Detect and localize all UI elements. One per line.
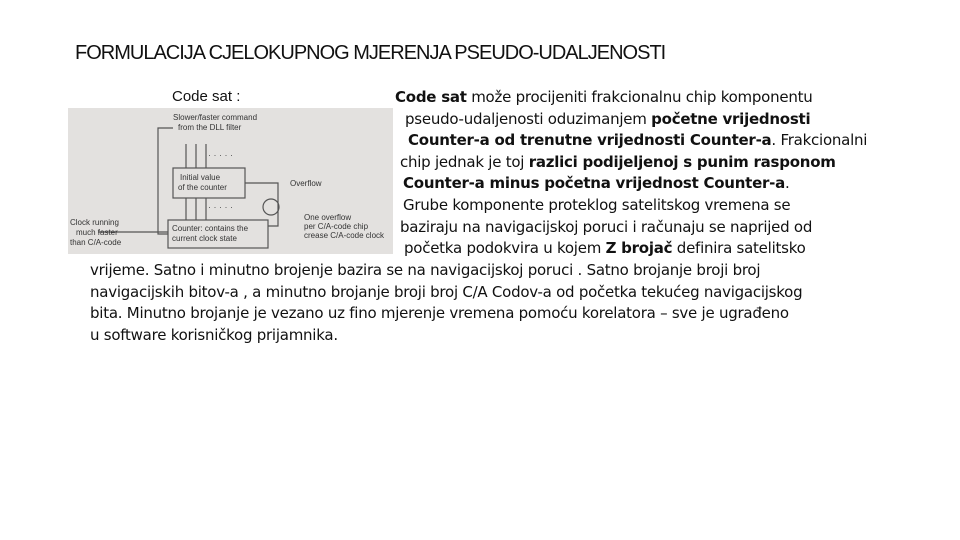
fig-dots-2: · · · · · [208, 202, 233, 212]
fig-label-top: Slower/faster command [173, 113, 258, 122]
counter-diagram [68, 108, 393, 254]
paragraph-line-11: bita. Minutno brojanje je vezano uz fino mjerenje vremena pomoću korelatora – sve je ugrađeno [90, 304, 789, 322]
fig-label-initial-2: of the counter [178, 183, 227, 192]
paragraph-line-10: navigacijskih bitov-a , a minutno brojanje broji broj C/A Codov-a od početka tekućeg navigacijskog [90, 283, 803, 301]
fig-label-counter-2: current clock state [172, 234, 237, 243]
fig-label-one-overflow: One overflow [304, 213, 352, 222]
fig-label-clock: Clock running [70, 218, 119, 227]
paragraph-line-12: u software korisničkog prijamnika. [90, 326, 338, 344]
fig-label-initial: Initial value [180, 173, 221, 182]
fig-label-overflow: Overflow [290, 179, 322, 188]
paragraph-line-2: pseudo-udaljenosti oduzimanjem početne vrijednosti [405, 110, 811, 128]
code-sat-label: Code sat : [172, 88, 241, 105]
fig-dots-1: · · · · · [208, 150, 233, 160]
paragraph-line-9: vrijeme. Satno i minutno brojenje bazira se na navigacijskoj poruci . Satno brojanje broji broj [90, 261, 761, 279]
page-title: FORMULACIJA CJELOKUPNOG MJERENJA PSEUDO-UDALJENOSTI [75, 42, 666, 64]
fig-label-one-overflow-3: crease C/A-code clock [304, 231, 385, 240]
paragraph-line-5: Counter-a minus početna vrijednost Counter-a. [403, 174, 790, 192]
counter-diagram-svg [68, 108, 393, 254]
paragraph-line-6: Grube komponente proteklog satelitskog vremena se [403, 196, 791, 214]
fig-label-clock-3: than C/A-code [70, 238, 122, 247]
fig-label-clock-2: much faster [76, 228, 118, 237]
paragraph-line-1: Code sat može procijeniti frakcionalnu chip komponentu [395, 88, 813, 106]
fig-label-one-overflow-2: per C/A-code chip [304, 222, 369, 231]
paragraph-line-7: baziraju na navigacijskoj poruci i računaju se naprijed od [400, 218, 813, 236]
paragraph-line-3: Counter-a od trenutne vrijednosti Counter-a. Frakcionalni [408, 131, 868, 149]
feedback-path [158, 128, 173, 234]
fig-label-counter: Counter: contains the [172, 224, 249, 233]
paragraph-line-8: početka podokvira u kojem Z brojač definira satelitsko [404, 239, 806, 257]
overflow-circle [263, 199, 279, 215]
paragraph-line-4: chip jednak je toj razlici podijeljenoj s punim rasponom [400, 153, 836, 171]
fig-label-top-2: from the DLL filter [178, 123, 242, 132]
